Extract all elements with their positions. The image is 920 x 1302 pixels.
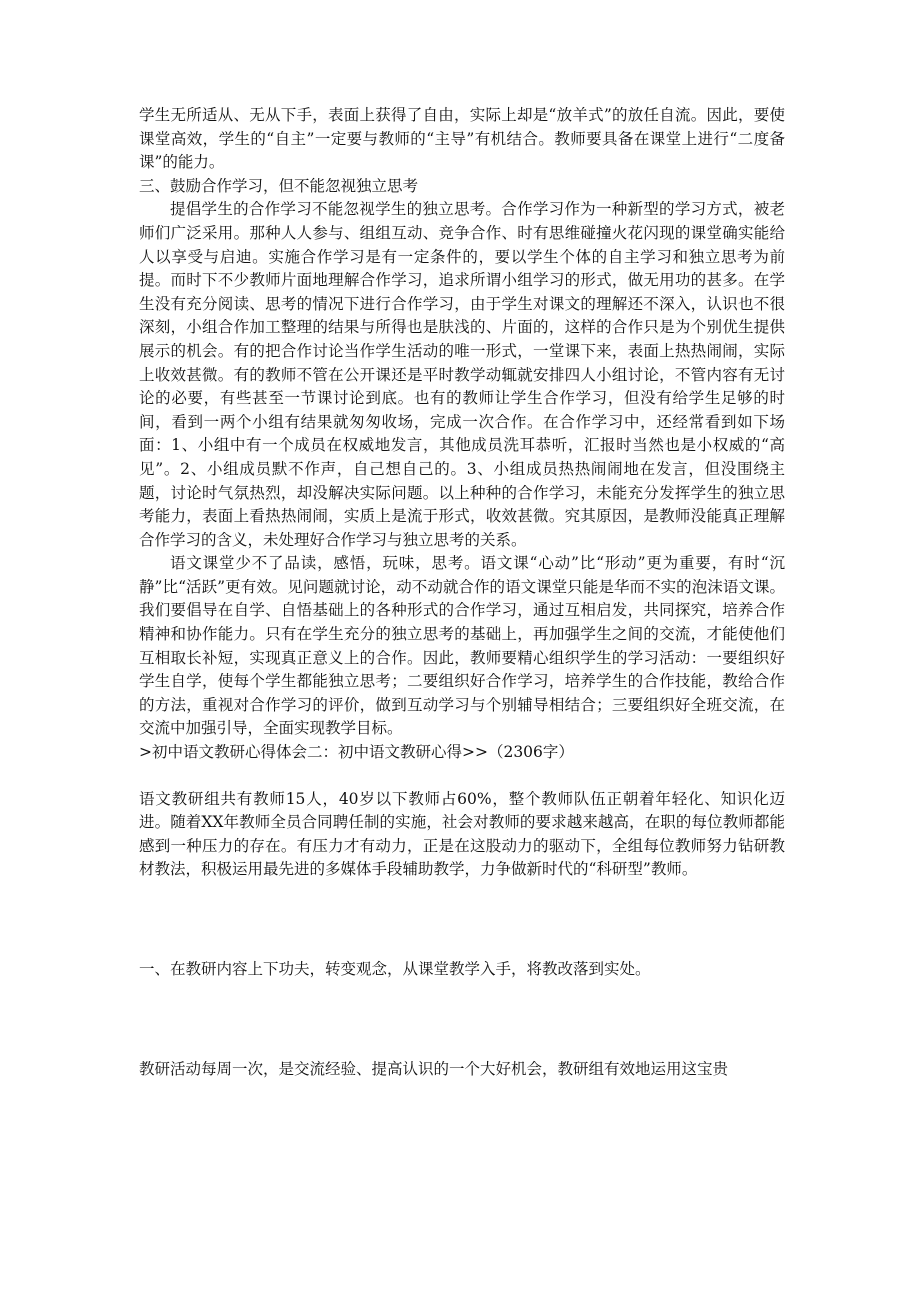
section-one-heading: 一、在教研内容上下功夫，转变观念，从课堂教学入手，将教改落到实处。 bbox=[139, 960, 651, 978]
spacer bbox=[139, 765, 785, 788]
spacer bbox=[139, 882, 785, 958]
weekly-activity-paragraph: 教研活动每周一次，是交流经验、提高认识的一个大好机会，教研组有效地运用这宝贵 bbox=[139, 1059, 729, 1078]
document-page bbox=[139, 104, 785, 1081]
cooperation-paragraph: 提倡学生的合作学习不能忽视学生的独立思考。合作学习作为一种新型的学习方式，被老师们广泛采用。那种人人参与、组组互动、竞争合作、时有思维碰撞火花闪现的课堂确实能给人以享受与启迪。实施合作学习是有一定条件的，要以学生个体的自主学习和独立思考为前提。而时下不少教师片面地理解合作学习，追求所谓小组学习的形式，做无用功的甚多。在学生没有充分阅读、思考的情况下进行合作学习，由于学生对课文的理解还不深入，认识也不很深刻，小组合作加工整理的结果与所得也是肤浅的、片面的，这样的合作只是为个别优生提供展示的机会。有的把合作讨论当作学生活动的唯一形式，一堂课下来，表面上热热闹闹，实际上收效甚微。有的教师不管在公开课还是平时教学动辄就安排四人小组讨论，不管内容有无讨论的必要，有些甚至一节课讨论到底。也有的教师让学生合作学习，但没有给学生足够的时间，看到一两个小组有结果就匆匆收场，完成一次合作。在合作学习中，还经常看到如下场面：1、小组中有一个成员在权威地发言，其他成员洗耳恭听，汇报时当然也是小权威的“高见”。2、小组成员默不作声，自己想自己的。3、小组成员热热闹闹地在发言，但没围绕主题，讨论时气氛热烈，却没解决实际问题。以上种种的合作学习，未能充分发挥学生的独立思考能力，表面上看热热闹闹，实质上是流于形式，收效甚微。究其原因，是教师没能真正理解合作学习的含义，未处理好合作学习与独立思考的关系。 bbox=[139, 200, 785, 549]
intro-paragraph: 学生无所适从、无从下手，表面上获得了自由，实际上却是“放羊式”的放任自流。因此，要使课堂高效，学生的“自主”一定要与教师的“主导”有机结合。教师要具备在课堂上进行“二度备课”的能力。 bbox=[139, 106, 785, 172]
teaching-group-paragraph: 语文教研组共有教师15人，40岁以下教师占60%，整个教师队伍正朝着年轻化、知识化迈进。随着XX年教师全员合同聘任制的实施，社会对教师的要求越来越高，在职的每位教师都能感到一种压力的存在。有压力才有动力，正是在这股动力的驱动下，全组每位教师努力钻研教材教法，积极运用最先进的多媒体手段辅助教学，力争做新时代的“科研型”教师。 bbox=[139, 789, 785, 879]
section-three-heading: 三、鼓励合作学习，但不能忽视独立思考 bbox=[139, 176, 419, 195]
article-link[interactable]: >初中语文教研心得体会二：初中语文教研心得>>（2306字） bbox=[139, 743, 574, 762]
chinese-class-paragraph: 语文课堂少不了品读，感悟，玩味，思考。语文课“心动”比“形动”更为重要，有时“沉静”比“活跃”更有效。见问题就讨论，动不动就合作的语文课堂只能是华而不实的泡沫语文课。我们要倡导在自学、自悟基础上的各种形式的合作学习，通过互相启发，共同探究，培养合作精神和协作能力。只有在学生充分的独立思考的基础上，再加强学生之间的交流，才能使他们互相取长补短，实现真正意义上的合作。因此，教师要精心组织学生的学习活动：一要组织好学生自学，使每个学生都能独立思考；二要组织好合作学习，培养学生的合作技能，教给合作的方法，重视对合作学习的评价，做到互动学习与个别辅导相结合；三要组织好全班交流，在交流中加强引导，全面实现教学目标。 bbox=[139, 554, 785, 738]
spacer bbox=[139, 982, 785, 1058]
